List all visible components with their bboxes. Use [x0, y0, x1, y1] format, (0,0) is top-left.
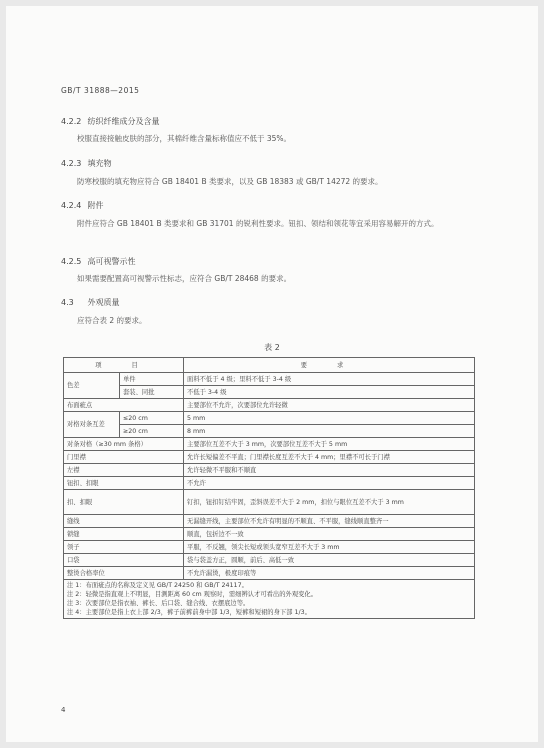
row-label: 色差: [64, 373, 120, 399]
page-number: 4: [61, 706, 66, 714]
table-note: 注 3：次要部位是指衣袖、裤长、后口袋、缝合线、衣摆底边等。: [67, 600, 250, 607]
paragraph: 附件应符合 GB 18401 B 类要求和 GB 31701 的锐利性要求。钮扣、领结和领花等宜采用容易解开的方式。: [77, 219, 439, 228]
row-sublabel: 单件: [120, 373, 184, 386]
appearance-quality-table: [63, 357, 475, 619]
row-label: 布面疵点: [64, 399, 184, 412]
row-requirement: 不允许漏烫，极度印痕等: [184, 567, 475, 580]
table-note: 注 4：主要部位是指上衣上部 2/3，裤子前裤前身中部 1/3，短裤和短裙的身下部 1/3。: [67, 609, 311, 616]
document-page: [6, 6, 538, 742]
paragraph: 校服直接接触皮肤的部分，其棉纤维含量标称值应不低于 35%。: [77, 134, 292, 143]
row-requirement: 允许轻微不平服和不顺直: [184, 464, 475, 477]
row-requirement: 钉扣，钮扣钉结牢固，歪斜误差不大于 2 mm，扣位与眼位互差不大于 3 mm: [184, 490, 475, 515]
row-label: 对条对格（≥30 mm 条格）: [64, 438, 184, 451]
section-title: 附件: [87, 201, 104, 210]
header-item: 项 目: [64, 358, 184, 373]
paragraph: 应符合表 2 的要求。: [77, 316, 147, 325]
table-notes: [64, 580, 475, 619]
row-requirement: 顺直，包折边不一致: [184, 528, 475, 541]
table-note: 注 2：轻微是指直观上不明显，目测距离 60 cm 观察时，需细辨认才可看出的外观变化。: [67, 591, 318, 598]
row-sublabel: ≥20 cm: [120, 425, 184, 438]
table-row: [64, 425, 475, 438]
section-title: 外观质量: [87, 298, 120, 307]
row-requirement: 允许长短偏差不平直；门里襟长度互差不大于 4 mm；里襟不可长于门襟: [184, 451, 475, 464]
row-sublabel: ≤20 cm: [120, 412, 184, 425]
table-row: [64, 554, 475, 567]
section-heading: [61, 297, 120, 308]
table-row: [64, 438, 475, 451]
table-row: [64, 515, 475, 528]
table-row: [64, 399, 475, 412]
row-requirement: 平服，不反翘，领尖长短或领头宽窄互差不大于 3 mm: [184, 541, 475, 554]
section-heading: [61, 158, 112, 169]
table-row: [64, 528, 475, 541]
row-requirement: 无漏缝开线，主要部位不允许有明显的不顺直、不平服，缝线顺直整齐一: [184, 515, 475, 528]
table-row: [64, 451, 475, 464]
table-title: 表 2: [264, 343, 280, 352]
section-number: 4.3: [61, 298, 74, 307]
row-label: 缝线: [64, 515, 184, 528]
row-label: 门里襟: [64, 451, 184, 464]
row-label: 整烫合格率位: [64, 567, 184, 580]
paragraph: 防寒校服的填充物应符合 GB 18401 B 类要求，以及 GB 18383 或 GB/T 14272 的要求。: [77, 177, 383, 186]
section-title: 高可视警示性: [87, 257, 136, 266]
table-header-row: [64, 358, 475, 373]
row-label: 口袋: [64, 554, 184, 567]
row-requirement: 不低于 3-4 级: [184, 386, 475, 399]
section-number: 4.2.3: [61, 159, 82, 168]
row-requirement: 主要部位互差不大于 3 mm，次要部位互差不大于 5 mm: [184, 438, 475, 451]
section-number: 4.2.4: [61, 201, 82, 210]
table-notes-row: [64, 580, 475, 619]
row-requirement: 主要部位不允许，次要部位允许轻微: [184, 399, 475, 412]
table-note: 注 1：布面疵点的名称及定义见 GB/T 24250 和 GB/T 24117。: [67, 582, 248, 589]
row-label: 领子: [64, 541, 184, 554]
section-number: 4.2.2: [61, 117, 82, 126]
row-requirement: 不允许: [184, 477, 475, 490]
row-label: 锁缝: [64, 528, 184, 541]
section-heading: [61, 200, 104, 211]
section-heading: [61, 256, 136, 267]
row-requirement: 8 mm: [184, 425, 475, 438]
header-requirement: 要 求: [184, 358, 475, 373]
table-row: [64, 386, 475, 399]
row-sublabel: 套装、同批: [120, 386, 184, 399]
row-label: 对格对条互差: [64, 412, 120, 438]
table-row: [64, 541, 475, 554]
row-label: 左襟: [64, 464, 184, 477]
section-number: 4.2.5: [61, 257, 82, 266]
section-title: 纺织纤维成分及含量: [87, 117, 160, 126]
table-row: [64, 567, 475, 580]
table-row: [64, 490, 475, 515]
row-requirement: 面料不低于 4 级；里料不低于 3-4 级: [184, 373, 475, 386]
row-requirement: 5 mm: [184, 412, 475, 425]
table-row: [64, 477, 475, 490]
row-requirement: 袋与袋盖方正，圆顺，前后、高低一致: [184, 554, 475, 567]
paragraph: 如果需要配置高可视警示性标志，应符合 GB/T 28468 的要求。: [77, 274, 292, 283]
table-row: [64, 412, 475, 425]
row-label: 扣、扣眼: [64, 490, 184, 515]
section-title: 填充物: [87, 159, 112, 168]
row-label: 钮扣、扣眼: [64, 477, 184, 490]
section-heading: [61, 116, 160, 127]
table-row: [64, 373, 475, 386]
table-row: [64, 464, 475, 477]
standard-header: GB/T 31888—2015: [61, 86, 140, 95]
